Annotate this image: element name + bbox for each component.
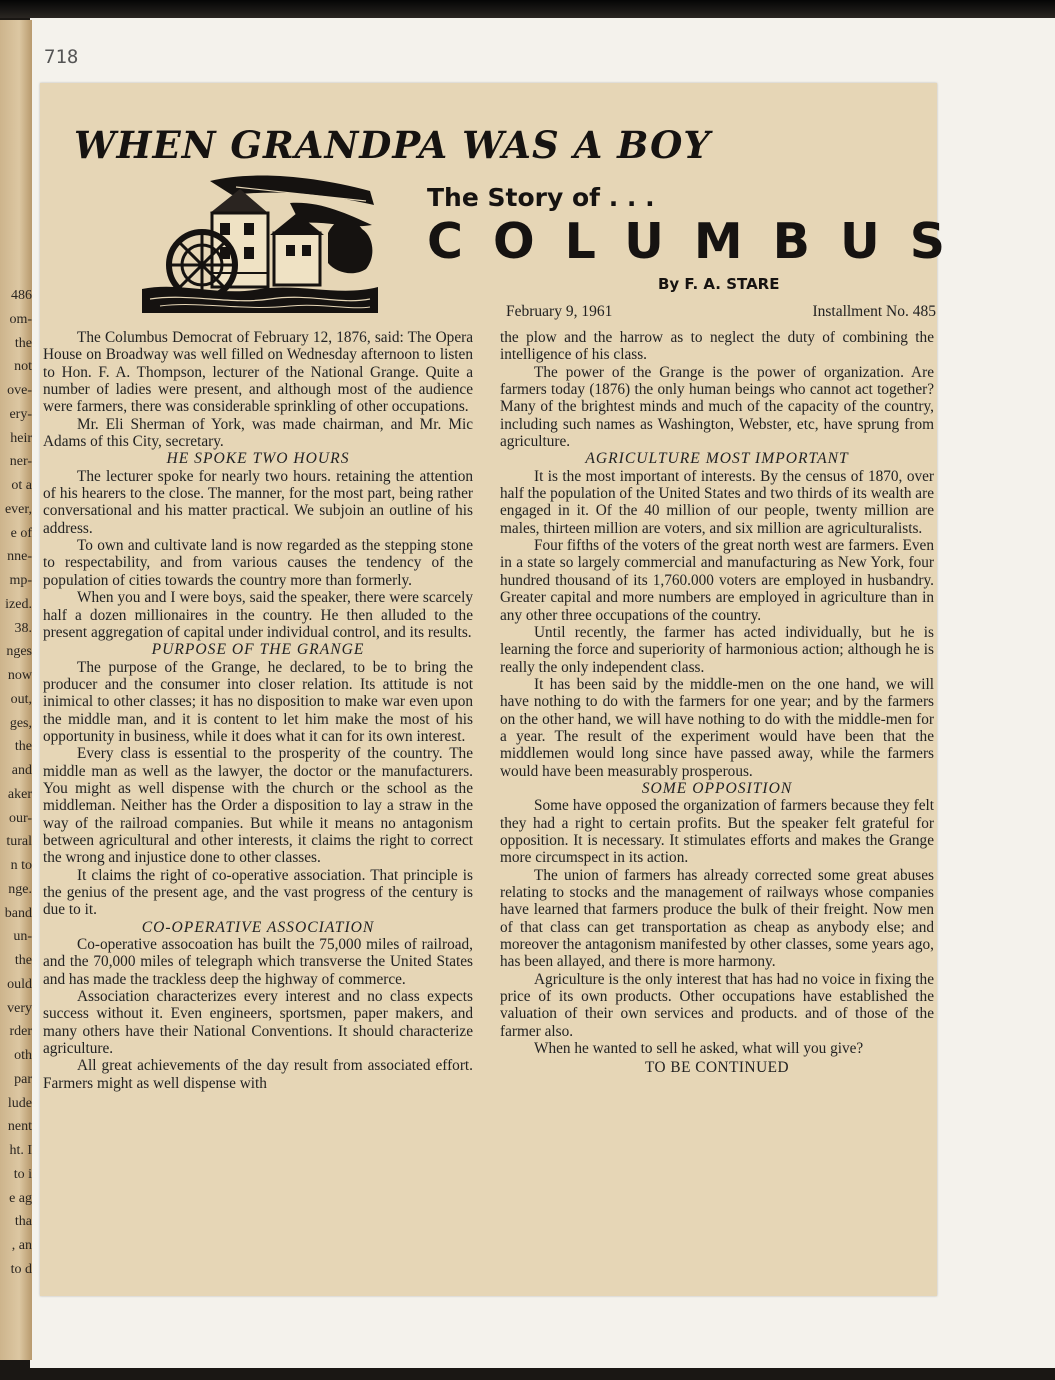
city-title: COLUMBUS xyxy=(427,213,976,270)
article-paragraph: The union of farmers has already corrected some great abuses relating to stocks and the management of railways whose companies have learned that farmers produce the bulk of their freight. Now men of that class can get transportation as cheap as anybody else; and moreover the antagonism manifested by other classes, some years ago, has been allayed, and there is more harmony. xyxy=(500,866,934,971)
article-paragraph: Some have opposed the organization of farmers because they felt they had a right to certain profits. But the speaker felt grateful for opposition. It is necessary. It stimulates efforts and makes the Grange more circumspect in its action. xyxy=(500,797,934,867)
grist-mill-illustration xyxy=(140,173,380,313)
margin-text-fragment: om- xyxy=(9,311,32,327)
article-paragraph: When he wanted to sell he asked, what will you give? xyxy=(534,1040,864,1058)
margin-text-fragment: aker xyxy=(7,786,32,802)
margin-text-fragment: not xyxy=(14,359,32,375)
article-paragraph: When you and I were boys, said the speaker, there were scarcely half a dozen millionaires in the country. He then alluded to the present aggregation of capital under individual control, and its results. xyxy=(43,589,473,641)
margin-text-fragment: nent xyxy=(7,1119,32,1135)
headline: WHEN GRANDPA WAS A BOY xyxy=(74,123,711,167)
article-paragraph: Association characterizes every interest and no class expects success without it. Even engineers, sportsmen, paper makers, and many others have their National Conventions. It should characterize agriculture. xyxy=(43,988,473,1058)
margin-text-fragment: ove- xyxy=(7,383,32,399)
margin-text-fragment: the xyxy=(14,335,32,351)
margin-text-fragment: ery- xyxy=(9,406,32,422)
article-paragraph: It claims the right of co-operative association. That principle is the genius of the present age, and the vast progress of the century is due to it. xyxy=(43,866,473,919)
article-paragraph: Every class is essential to the prosperity of the country. The middle man as well as the lawyer, the doctor or the manufacturers. You might as well dispense with the church or the school as the middleman. Neither has the Order a disposition to lay a straw in the way of the railroad companies. But while it means no antagonism between agricultural and other interests, it claims the right to correct the wrong and injustice done to other classes. xyxy=(43,745,473,867)
margin-text-fragment: to i xyxy=(13,1166,32,1182)
article-paragraph: The lecturer spoke for nearly two hours. retaining the attention of his hearers to the close. The manner, for the most part, being rather conversational and his matter practical. We subjoin an outline of his address. xyxy=(43,467,473,537)
margin-text-fragment: our- xyxy=(8,810,32,826)
margin-text-fragment: the xyxy=(14,739,32,755)
top-shadow-strip xyxy=(0,0,1055,18)
margin-text-fragment: ot a xyxy=(11,478,32,494)
article-paragraph: All great achievements of the day result from associated effort. Farmers might as well dispense with xyxy=(43,1057,473,1092)
margin-text-fragment: un- xyxy=(13,929,32,945)
section-heading: PURPOSE OF THE GRANGE xyxy=(151,641,365,659)
installment-number: Installment No. 485 xyxy=(812,303,936,320)
margin-text-fragment: lude xyxy=(7,1095,32,1111)
dateline xyxy=(506,303,936,321)
margin-text-fragment: ized. xyxy=(5,596,32,612)
margin-text-fragment: to d xyxy=(10,1262,32,1277)
article-paragraph: The Columbus Democrat of February 12, 1876, said: The Opera House on Broadway was well filled on Wednesday afternoon to listen to Hon. F. A. Thompson, lecturer of the National Grange. Quite a number of ladies were present, and although most of the audience were farmers, there was considerable sprinkling of other occupations. xyxy=(43,329,473,416)
margin-text-fragment: rder xyxy=(9,1024,32,1040)
article-paragraph: The purpose of the Grange, he declared, to be to bring the producer and the consumer into closer relation. Its attitude is not inimical to other classes; it has no disposition to make war even upon the middle man, and it is content to let him make the most of his opportunity in business, while it does what it can for its own interest. xyxy=(43,658,473,745)
article-paragraph: The power of the Grange is the power of organization. Are farmers today (1876) the only human beings who cannot act together? Many of the brightest minds and much of the capacity of the country, including such names as Washington, Webster, etc, have sprung from agriculture. xyxy=(500,363,934,451)
margin-text-fragment: mp- xyxy=(9,573,32,589)
section-heading: CO-OPERATIVE ASSOCIATION xyxy=(141,918,375,936)
article-paragraph: the plow and the harrow as to neglect the duty of combining the intelligence of his class. xyxy=(500,329,934,364)
margin-text-fragment: ever, xyxy=(4,501,32,517)
newspaper-clipping xyxy=(40,83,976,1296)
article-paragraph: Mr. Eli Sherman of York, was made chairman, and Mr. Mic Adams of this City, secretary. xyxy=(43,415,473,451)
margin-text-fragment: ould xyxy=(7,976,32,992)
subtitle-story-of: The Story of . . . xyxy=(427,183,655,212)
section-heading: HE SPOKE TWO HOURS xyxy=(166,450,350,468)
article-column-left xyxy=(43,329,473,1092)
byline: By F. A. STARE xyxy=(658,275,780,293)
margin-text-fragment: 486 xyxy=(11,288,32,303)
margin-text-fragment: ner- xyxy=(9,454,32,470)
margin-text-fragment: n to xyxy=(10,858,32,874)
margin-text-fragment: e ag xyxy=(9,1190,32,1206)
margin-text-fragment: band xyxy=(4,905,32,921)
margin-text-fragment: out, xyxy=(10,691,32,707)
article-paragraph: Agriculture is the only interest that has had no voice in fixing the price of its own products. Other occupations have established the valuation of their own services and products. and of those of the farmer also. xyxy=(500,970,934,1040)
margin-text-fragment: nne- xyxy=(7,549,32,565)
margin-text-fragment: 38. xyxy=(14,620,32,636)
article-paragraph: To own and cultivate land is now regarded as the stepping stone to respectability, and from various causes the tendency of the population of cities towards the country more than formerly. xyxy=(43,537,473,589)
section-heading: SOME OPPOSITION xyxy=(641,779,793,797)
publication-date: February 9, 1961 xyxy=(506,303,613,320)
margin-text-fragment: and xyxy=(11,763,32,779)
margin-text-fragment: par xyxy=(14,1071,32,1087)
article-paragraph: It has been said by the middle-men on the one hand, we will have nothing to do with the farmers for one year; and by the farmers on the other hand, we will have nothing to do with the middle-men for a year. The result of the experiment would have been that the middlemen would long since have passed away, while the farmers would have been measurably prosperous. xyxy=(500,675,934,780)
margin-text-fragment: very xyxy=(7,1000,32,1016)
margin-text-fragment: nge. xyxy=(8,881,32,897)
section-heading: AGRICULTURE MOST IMPORTANT xyxy=(585,450,849,468)
margin-text-fragment: the xyxy=(14,953,32,969)
previous-page-edge xyxy=(0,20,32,1360)
article-paragraph: Four fifths of the voters of the great north west are farmers. Even in a state so largely commercial and manufacturing as New York, four hundred thousand of its 1,760.000 voters are employed in husbandry. Greater capital and more numbers are employed in agriculture than in any other three occupations of the country. xyxy=(500,537,934,624)
margin-text-fragment: ht. I xyxy=(9,1143,32,1159)
margin-text-fragment: tha xyxy=(14,1214,32,1230)
margin-text-fragment: , an xyxy=(11,1238,32,1254)
to-be-continued: TO BE CONTINUED xyxy=(644,1059,790,1077)
margin-text-fragment: heir xyxy=(10,430,32,446)
article-paragraph: Until recently, the farmer has acted individually, but he is learning the force and superiority of harmonious action; although he is really the only independent class. xyxy=(500,623,934,676)
article-paragraph: It is the most important of interests. By the census of 1870, over half the population of the United States and two thirds of its wealth are engaged in it. Of the 40 million of our people, twenty million are males, thirteen million are voters, and six million are agriculturalists. xyxy=(500,467,934,537)
margin-text-fragment: nges xyxy=(6,644,32,660)
article-paragraph: Co-operative assocoation has built the 75,000 miles of railroad, and the 70,000 miles of telegraph which transverse the United States and has made the trackless deep the highway of commerce. xyxy=(43,936,473,988)
margin-text-fragment: oth xyxy=(14,1048,32,1064)
article-column-right xyxy=(500,329,934,1077)
margin-text-fragment: now xyxy=(7,668,32,684)
margin-text-fragment: tural xyxy=(6,834,32,850)
page-number: 718 xyxy=(44,46,79,68)
margin-text-fragment: e of xyxy=(10,525,32,541)
margin-text-fragment: ges, xyxy=(9,715,32,731)
